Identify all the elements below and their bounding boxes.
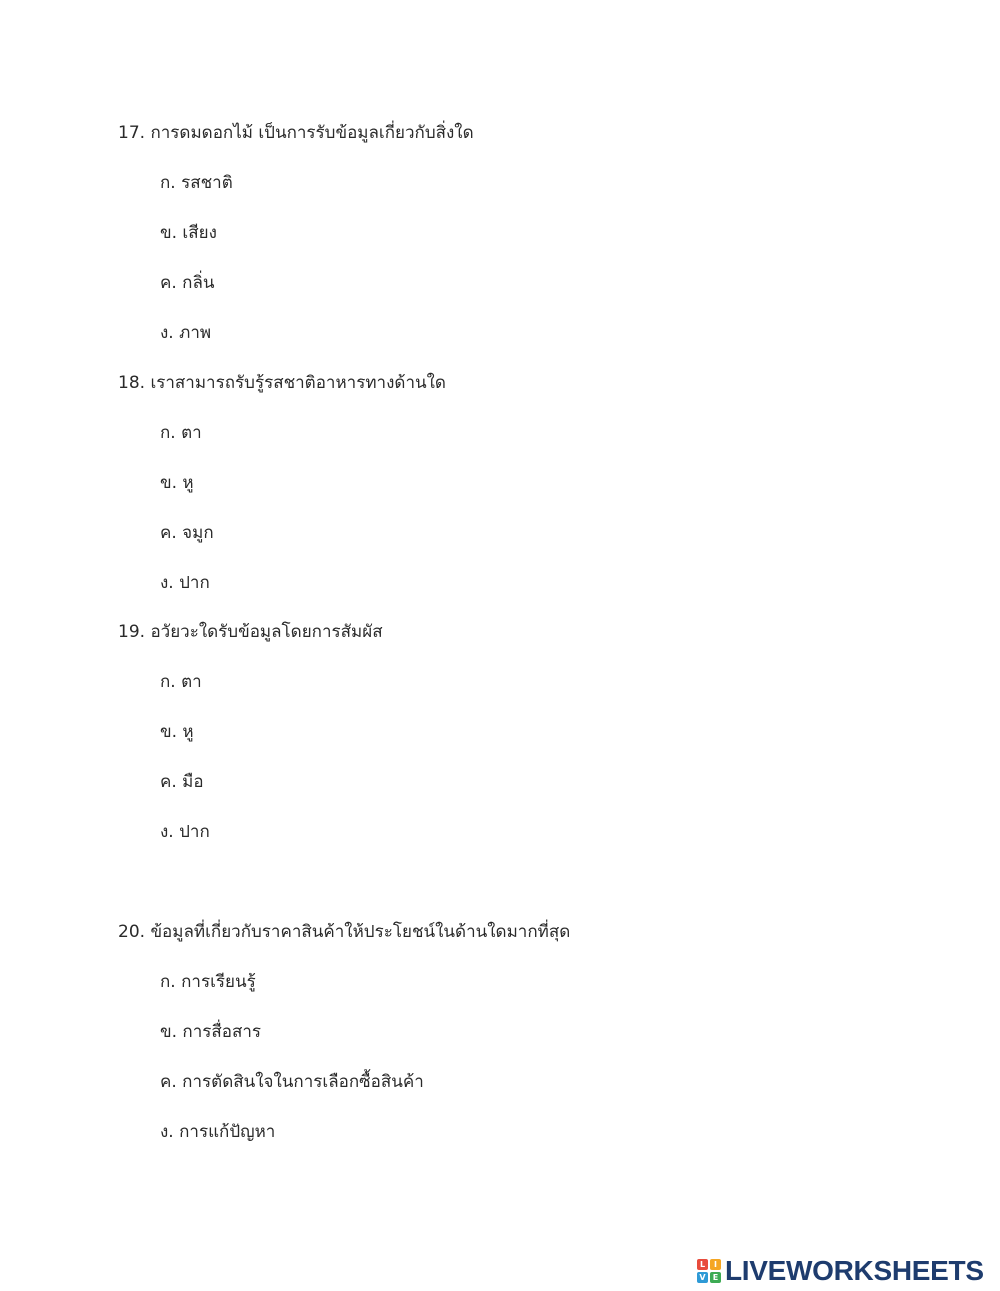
logo-block-e: E [710, 1272, 721, 1283]
question-18-text: 18. เราสามารถรับรู้รสชาติอาหารทางด้านใด [118, 373, 446, 393]
question-20-option-c[interactable]: ค. การตัดสินใจในการเลือกซื้อสินค้า [160, 1072, 424, 1092]
question-18-option-d[interactable]: ง. ปาก [160, 573, 210, 593]
logo-block-v: V [697, 1272, 708, 1283]
question-20-option-b[interactable]: ข. การสื่อสาร [160, 1022, 262, 1042]
question-18-option-b[interactable]: ข. หู [160, 473, 194, 493]
question-19-option-c[interactable]: ค. มือ [160, 772, 204, 792]
question-18-option-a[interactable]: ก. ตา [160, 423, 202, 443]
question-18-option-c[interactable]: ค. จมูก [160, 523, 214, 543]
question-19-text: 19. อวัยวะใดรับข้อมูลโดยการสัมผัส [118, 622, 383, 642]
question-17-option-d[interactable]: ง. ภาพ [160, 323, 212, 343]
question-19-option-a[interactable]: ก. ตา [160, 672, 202, 692]
question-20-option-a[interactable]: ก. การเรียนรู้ [160, 972, 256, 992]
logo-wordmark: LIVEWORKSHEETS [725, 1255, 984, 1286]
question-20-option-d[interactable]: ง. การแก้ปัญหา [160, 1122, 276, 1142]
question-17-option-b[interactable]: ข. เสียง [160, 223, 217, 243]
question-19-option-d[interactable]: ง. ปาก [160, 822, 210, 842]
logo-block-l: L [697, 1259, 708, 1270]
question-17-text: 17. การดมดอกไม้ เป็นการรับข้อมูลเกี่ยวกับสิ่งใด [118, 123, 474, 143]
question-17-option-c[interactable]: ค. กลิ่น [160, 273, 215, 293]
logo-blocks-icon [697, 1259, 721, 1283]
logo-block-i: I [710, 1259, 721, 1270]
question-19-option-b[interactable]: ข. หู [160, 722, 194, 742]
question-17-option-a[interactable]: ก. รสชาติ [160, 173, 233, 193]
liveworksheets-logo [697, 1256, 984, 1286]
question-20-text: 20. ข้อมูลที่เกี่ยวกับราคาสินค้าให้ประโยชน์ในด้านใดมากที่สุด [118, 922, 571, 942]
